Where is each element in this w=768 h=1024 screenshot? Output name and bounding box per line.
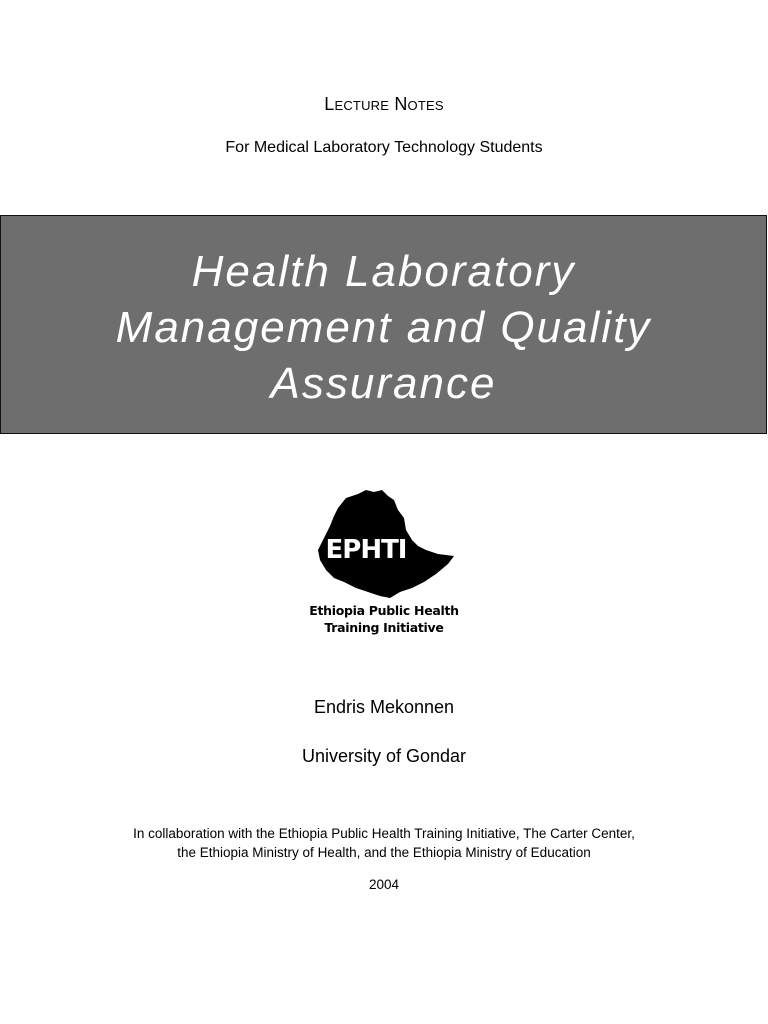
logo-caption-line-1: Ethiopia Public Health [309, 603, 459, 618]
author-name: Endris Mekonnen [313, 697, 455, 717]
ephti-logo [308, 488, 460, 644]
ethiopia-map-icon [308, 488, 460, 600]
collaboration-line-2: the Ethiopia Ministry of Health, and the Ethiopia Ministry of Education [177, 845, 591, 860]
publication-year: 2004 [368, 877, 400, 892]
logo-acronym: EPHTI [325, 535, 407, 565]
title-line-1: Health Laboratory [191, 247, 576, 296]
logo-caption-line-2: Training Initiative [324, 620, 444, 635]
title-line-3: Assurance [270, 359, 497, 408]
collaboration-note [0, 824, 768, 862]
title-band [0, 215, 767, 434]
author-institution: University of Gondar [301, 746, 467, 766]
collaboration-line-1: In collaboration with the Ethiopia Public Health Training Initiative, The Carter Center, [133, 826, 635, 841]
series-label: Lecture Notes [324, 94, 444, 114]
subtitle: For Medical Laboratory Technology Students [225, 139, 543, 156]
document-title [1, 244, 766, 412]
logo-caption [308, 602, 460, 636]
title-line-2: Management and Quality [115, 303, 652, 352]
